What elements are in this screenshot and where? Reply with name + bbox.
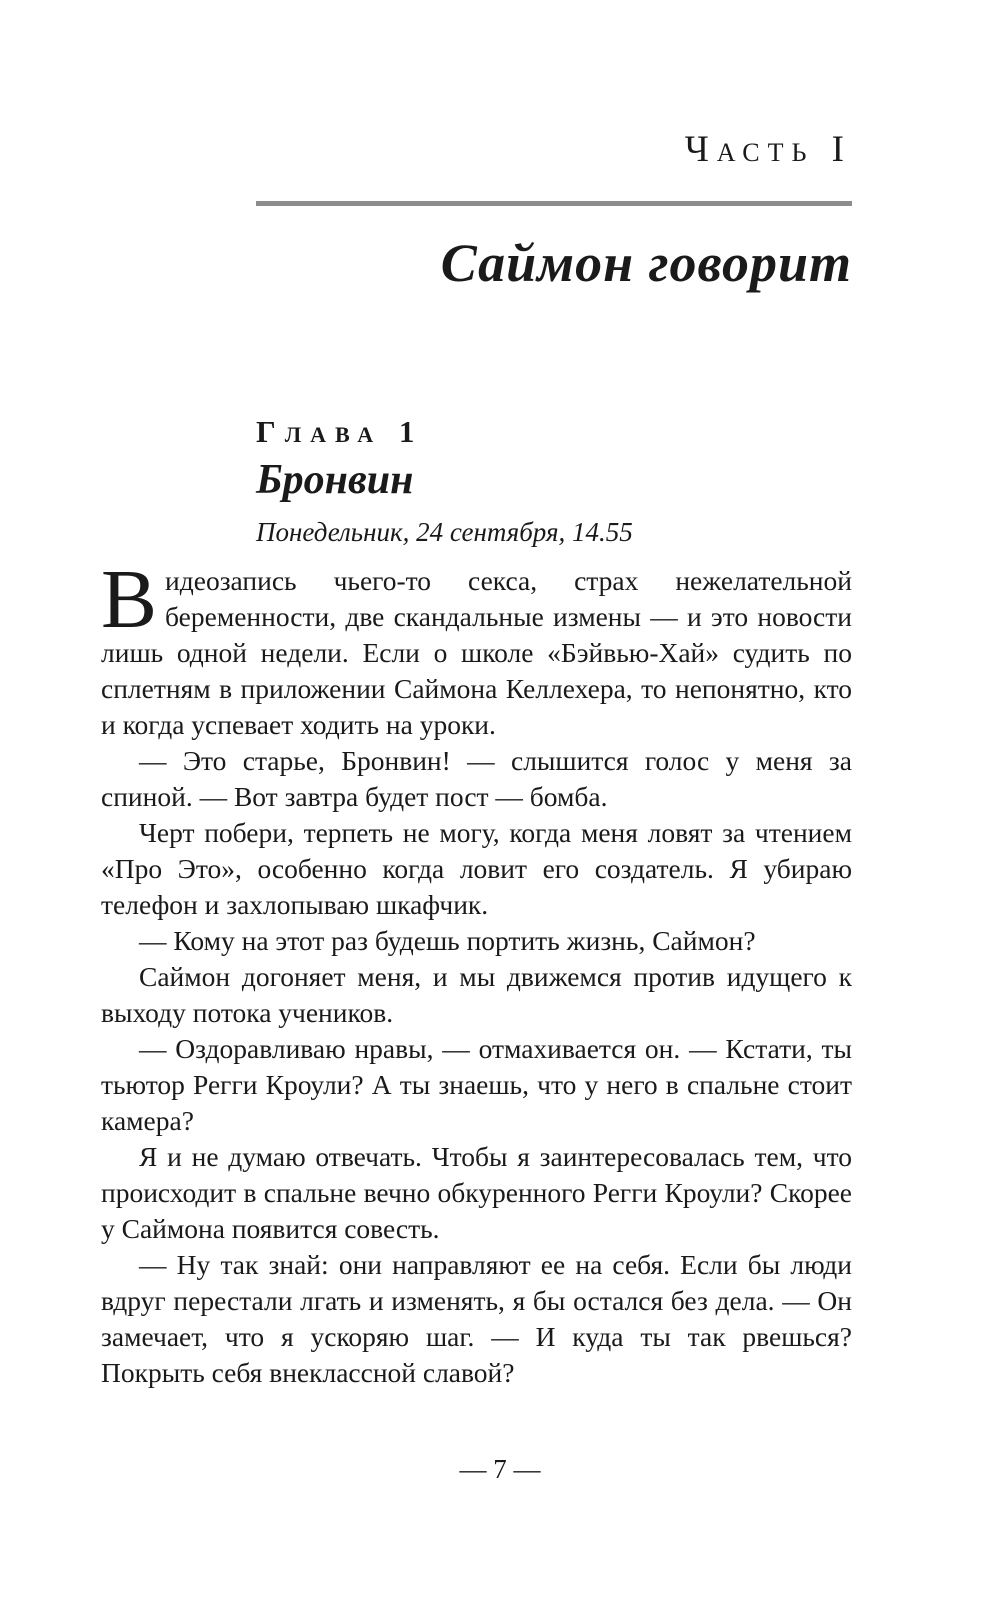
paragraph-first: [101, 553, 852, 743]
paragraph: — Это старье, Бронвин! — слышится голос у меня за спиной. — Вот завтра будет пост — бомба.: [101, 745, 852, 812]
paragraph: — Оздоравливаю нравы, — отмахивается он. — Кстати, ты тьютор Регги Кроули? А ты знаешь, что у него в спальне стоит камера?: [101, 1033, 852, 1136]
paragraph: Черт побери, терпеть не могу, когда меня ловят за чтением «Про Это», особенно когда ловит его создатель. Я убираю телефон и захлопываю шкафчик.: [101, 817, 852, 920]
part-divider-rule: [256, 201, 852, 206]
chapter-text: [101, 553, 852, 1391]
chapter-title: Бронвин: [256, 457, 414, 503]
drop-cap: В: [101, 553, 158, 646]
paragraph: — Кому на этот раз будешь портить жизнь, Саймон?: [139, 925, 756, 956]
paragraph: — Ну так знай: они направляют ее на себя. Если бы люди вдруг перестали лгать и изменять, я бы остался без дела. — Он замечает, что я ускоряю шаг. — И куда ты так рвешься? Покрыть себя внеклассной славой?: [101, 1249, 852, 1388]
chapter-label: Глава 1: [256, 414, 424, 449]
paragraph: Я и не думаю отвечать. Чтобы я заинтересовалась тем, что происходит в спальне вечно обкуренного Регги Кроули? Скорее у Саймона появится совесть.: [101, 1141, 852, 1244]
part-label: Часть I: [684, 129, 852, 170]
paragraph-first-text: идеозапись чьего-то секса, страх нежелательной беременности, две скандальные измены — и это новости лишь одной недели. Если о школе «Бэйвью-Хай» судить по сплетням в приложении Саймона Келлехера, то непонятно, кто и когда успевает ходить на уроки.: [101, 565, 852, 740]
part-title: Саймон говорит: [440, 233, 852, 293]
page-number: — 7 —: [459, 1454, 541, 1484]
chapter-date: Понедельник, 24 сентября, 14.55: [256, 517, 633, 547]
paragraph: Саймон догоняет меня, и мы движемся против идущего к выходу потока учеников.: [101, 961, 852, 1028]
